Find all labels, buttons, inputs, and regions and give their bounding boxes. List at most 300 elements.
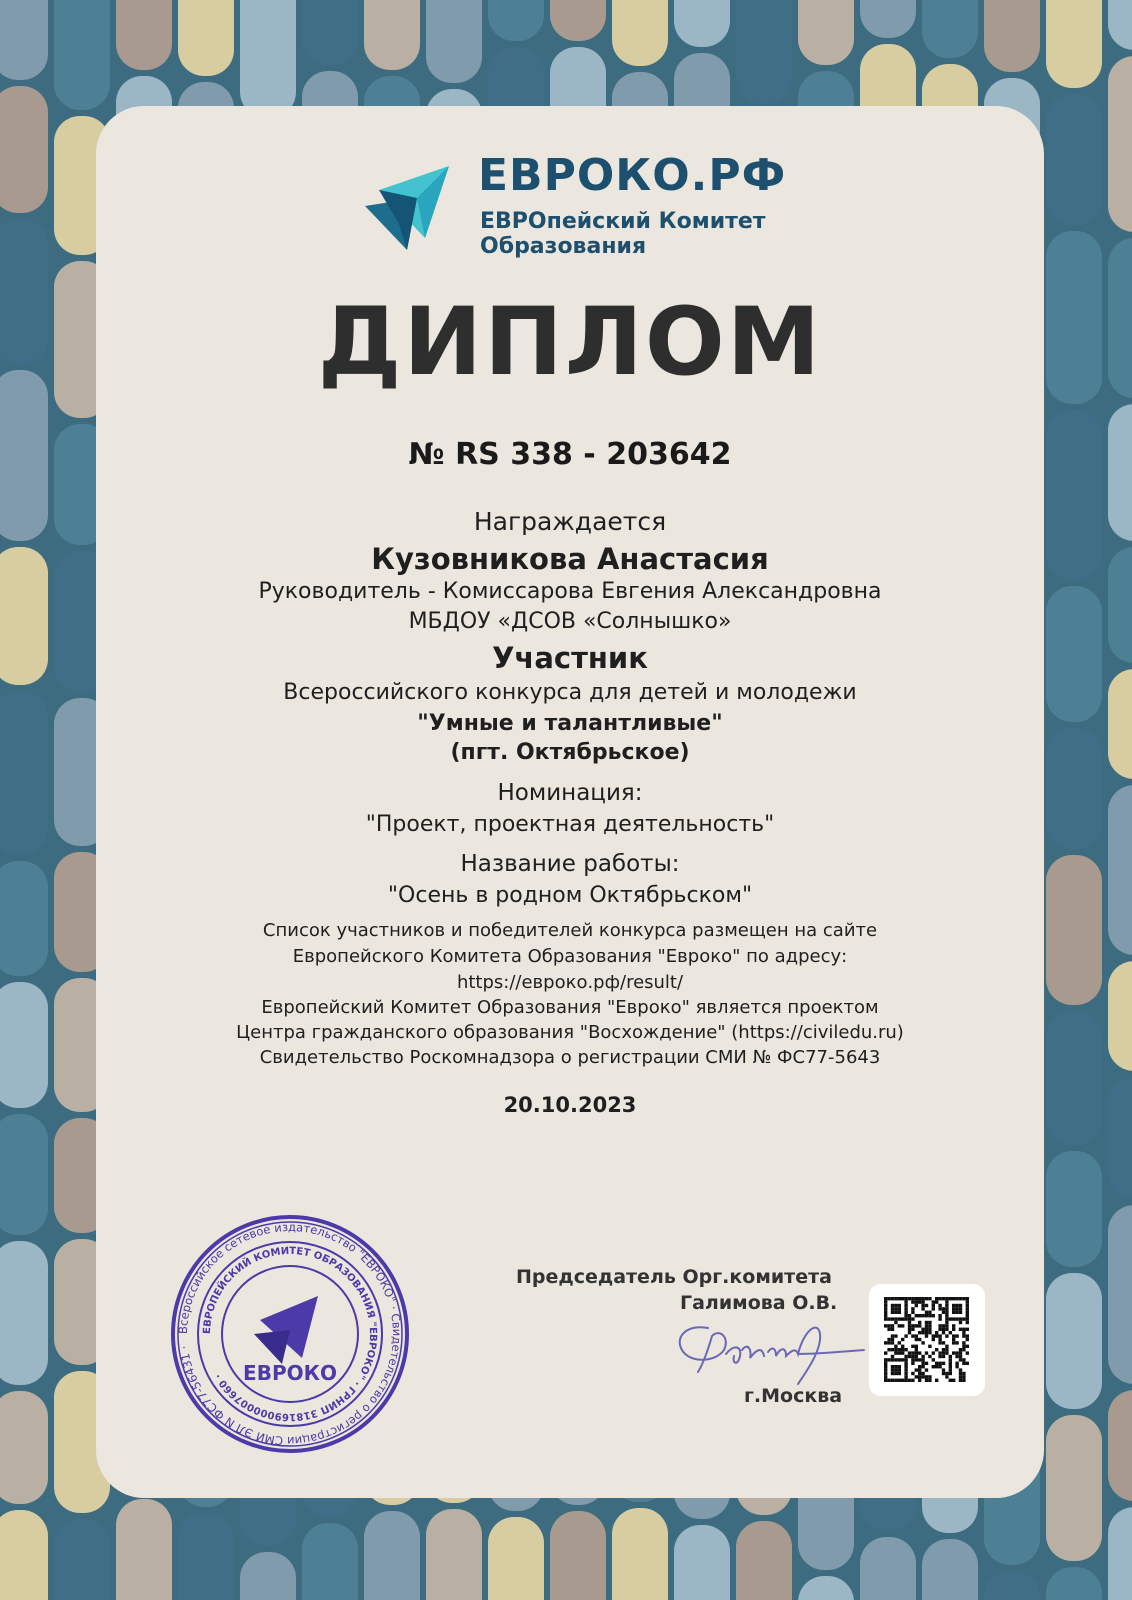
border-stripe bbox=[0, 1114, 48, 1235]
qr-module bbox=[925, 1362, 928, 1365]
qr-module bbox=[945, 1311, 948, 1314]
nomination-value: "Проект, проектная деятельность" bbox=[365, 812, 775, 837]
qr-module bbox=[928, 1379, 931, 1382]
qr-module bbox=[962, 1328, 965, 1331]
qr-module bbox=[966, 1307, 969, 1310]
qr-module bbox=[955, 1362, 958, 1365]
qr-module bbox=[884, 1311, 887, 1314]
qr-module bbox=[911, 1355, 914, 1358]
qr-module bbox=[908, 1379, 911, 1382]
qr-module bbox=[952, 1317, 955, 1320]
qr-module bbox=[891, 1334, 894, 1337]
qr-module bbox=[962, 1358, 965, 1361]
qr-module bbox=[908, 1317, 911, 1320]
qr-module bbox=[938, 1328, 941, 1331]
qr-module bbox=[962, 1297, 965, 1300]
brand-tagline-line2: Образования bbox=[480, 234, 647, 259]
qr-module bbox=[887, 1297, 890, 1300]
qr-module bbox=[942, 1348, 945, 1351]
qr-module bbox=[938, 1304, 941, 1307]
qr-module bbox=[894, 1379, 897, 1382]
qr-module bbox=[959, 1311, 962, 1314]
qr-module bbox=[891, 1348, 894, 1351]
qr-module bbox=[959, 1368, 962, 1371]
qr-module bbox=[966, 1351, 969, 1354]
border-stripe bbox=[0, 86, 48, 213]
qr-module bbox=[952, 1351, 955, 1354]
qr-module bbox=[891, 1304, 894, 1307]
border-stripe bbox=[922, 1539, 978, 1600]
qr-module bbox=[935, 1297, 938, 1300]
qr-module bbox=[932, 1300, 935, 1303]
qr-module bbox=[959, 1348, 962, 1351]
qr-module bbox=[915, 1375, 918, 1378]
qr-module bbox=[938, 1338, 941, 1341]
qr-module bbox=[949, 1317, 952, 1320]
qr-module bbox=[898, 1358, 901, 1361]
qr-module bbox=[959, 1297, 962, 1300]
qr-module bbox=[911, 1372, 914, 1375]
qr-module bbox=[928, 1328, 931, 1331]
qr-module bbox=[915, 1297, 918, 1300]
qr-module bbox=[911, 1297, 914, 1300]
qr-module bbox=[918, 1321, 921, 1324]
chairman-title: Председатель Орг.комитета bbox=[516, 1266, 832, 1288]
qr-module bbox=[928, 1375, 931, 1378]
qr-module bbox=[966, 1321, 969, 1324]
qr-module bbox=[884, 1341, 887, 1344]
qr-module bbox=[904, 1297, 907, 1300]
qr-module bbox=[891, 1355, 894, 1358]
qr-module bbox=[911, 1358, 914, 1361]
qr-module bbox=[898, 1307, 901, 1310]
qr-module bbox=[915, 1304, 918, 1307]
border-stripe bbox=[54, 1519, 110, 1600]
qr-module bbox=[901, 1348, 904, 1351]
qr-module bbox=[918, 1324, 921, 1327]
qr-module bbox=[945, 1351, 948, 1354]
qr-module bbox=[925, 1351, 928, 1354]
qr-module bbox=[959, 1355, 962, 1358]
qr-module bbox=[911, 1379, 914, 1382]
border-stripe bbox=[1046, 231, 1102, 404]
border-stripe bbox=[1108, 1077, 1132, 1199]
qr-module bbox=[915, 1338, 918, 1341]
qr-module bbox=[915, 1358, 918, 1361]
qr-module bbox=[959, 1328, 962, 1331]
qr-module bbox=[911, 1345, 914, 1348]
qr-module bbox=[904, 1365, 907, 1368]
qr-module bbox=[949, 1368, 952, 1371]
qr-module bbox=[884, 1362, 887, 1365]
paper-plane-logo-icon bbox=[365, 164, 457, 254]
qr-module bbox=[921, 1365, 924, 1368]
info-line: Европейского Комитета Образования "Евроко" по адресу: bbox=[292, 946, 848, 967]
qr-module bbox=[891, 1372, 894, 1375]
border-stripe bbox=[984, 0, 1040, 72]
qr-module bbox=[901, 1379, 904, 1382]
qr-module bbox=[925, 1321, 928, 1324]
qr-module bbox=[884, 1314, 887, 1317]
border-stripe bbox=[54, 0, 110, 110]
qr-module bbox=[945, 1300, 948, 1303]
qr-module bbox=[925, 1375, 928, 1378]
qr-module bbox=[891, 1317, 894, 1320]
diploma-number: № RS 338 - 203642 bbox=[408, 437, 732, 472]
qr-module bbox=[962, 1341, 965, 1344]
qr-module bbox=[949, 1379, 952, 1382]
qr-module bbox=[952, 1341, 955, 1344]
qr-module bbox=[894, 1334, 897, 1337]
qr-module bbox=[884, 1297, 887, 1300]
qr-module bbox=[915, 1334, 918, 1337]
qr-module bbox=[891, 1324, 894, 1327]
qr-module bbox=[945, 1345, 948, 1348]
qr-module bbox=[938, 1307, 941, 1310]
qr-module bbox=[887, 1317, 890, 1320]
qr-module bbox=[898, 1368, 901, 1371]
border-stripe bbox=[798, 0, 854, 65]
border-stripe bbox=[922, 0, 978, 58]
city: г.Москва bbox=[744, 1385, 843, 1407]
qr-module bbox=[959, 1317, 962, 1320]
qr-module bbox=[952, 1334, 955, 1337]
qr-module bbox=[962, 1348, 965, 1351]
border-stripe bbox=[612, 0, 668, 66]
border-stripe bbox=[0, 219, 48, 364]
qr-module bbox=[918, 1297, 921, 1300]
qr-module bbox=[949, 1358, 952, 1361]
qr-module bbox=[887, 1328, 890, 1331]
contest-description: Всероссийского конкурса для детей и молодежи bbox=[283, 680, 857, 705]
qr-module bbox=[962, 1334, 965, 1337]
qr-module bbox=[887, 1341, 890, 1344]
qr-module bbox=[942, 1341, 945, 1344]
qr-module bbox=[921, 1307, 924, 1310]
border-stripe bbox=[178, 0, 234, 76]
qr-module bbox=[884, 1317, 887, 1320]
qr-module bbox=[908, 1297, 911, 1300]
brand-name: ЕВРОКО.РФ bbox=[478, 150, 787, 201]
qr-module bbox=[932, 1314, 935, 1317]
qr-module bbox=[904, 1314, 907, 1317]
qr-module bbox=[945, 1307, 948, 1310]
qr-module bbox=[894, 1317, 897, 1320]
qr-module bbox=[949, 1372, 952, 1375]
qr-module bbox=[952, 1304, 955, 1307]
qr-module bbox=[884, 1379, 887, 1382]
qr-module bbox=[918, 1314, 921, 1317]
border-stripe bbox=[302, 0, 358, 65]
stamp-center-text: ЕВРОКО bbox=[243, 1361, 337, 1385]
qr-module bbox=[959, 1372, 962, 1375]
qr-module bbox=[928, 1321, 931, 1324]
qr-module bbox=[942, 1307, 945, 1310]
qr-module bbox=[887, 1348, 890, 1351]
qr-module bbox=[918, 1331, 921, 1334]
qr-module bbox=[932, 1358, 935, 1361]
qr-module bbox=[894, 1307, 897, 1310]
qr-module bbox=[962, 1317, 965, 1320]
qr-module bbox=[942, 1355, 945, 1358]
qr-module bbox=[901, 1324, 904, 1327]
qr-module bbox=[952, 1311, 955, 1314]
qr-module bbox=[945, 1317, 948, 1320]
qr-module bbox=[959, 1307, 962, 1310]
qr-module bbox=[925, 1328, 928, 1331]
awarded-label: Награждается bbox=[473, 507, 667, 536]
qr-module bbox=[908, 1328, 911, 1331]
qr-module bbox=[904, 1368, 907, 1371]
contest-place: (пгт. Октябрьское) bbox=[450, 740, 690, 765]
qr-module bbox=[925, 1297, 928, 1300]
qr-module bbox=[952, 1328, 955, 1331]
border-stripe bbox=[1046, 855, 1102, 1005]
info-line: Список участников и победителей конкурса размещен на сайте bbox=[262, 920, 878, 941]
qr-module bbox=[891, 1307, 894, 1310]
qr-module bbox=[904, 1317, 907, 1320]
qr-module bbox=[901, 1317, 904, 1320]
qr-module bbox=[887, 1379, 890, 1382]
qr-module bbox=[884, 1375, 887, 1378]
qr-module bbox=[908, 1321, 911, 1324]
border-stripe bbox=[736, 1521, 792, 1600]
qr-module bbox=[904, 1304, 907, 1307]
qr-module bbox=[898, 1379, 901, 1382]
qr-module bbox=[898, 1365, 901, 1368]
qr-module bbox=[901, 1338, 904, 1341]
qr-module bbox=[915, 1314, 918, 1317]
qr-module bbox=[891, 1379, 894, 1382]
qr-module bbox=[891, 1368, 894, 1371]
qr-module bbox=[966, 1317, 969, 1320]
qr-module bbox=[966, 1304, 969, 1307]
info-line: Свидетельство Роскомнадзора о регистрации СМИ № ФС77-5643 bbox=[259, 1047, 881, 1068]
qr-module bbox=[918, 1368, 921, 1371]
qr-module bbox=[898, 1311, 901, 1314]
qr-module bbox=[891, 1311, 894, 1314]
qr-module bbox=[904, 1358, 907, 1361]
qr-module bbox=[928, 1355, 931, 1358]
border-stripe bbox=[178, 1513, 234, 1600]
qr-module bbox=[925, 1311, 928, 1314]
border-stripe bbox=[1108, 669, 1132, 779]
qr-module bbox=[955, 1304, 958, 1307]
qr-module bbox=[938, 1351, 941, 1354]
border-stripe bbox=[240, 0, 296, 118]
qr-module bbox=[945, 1334, 948, 1337]
qr-module bbox=[911, 1300, 914, 1303]
qr-module bbox=[908, 1355, 911, 1358]
qr-module bbox=[915, 1368, 918, 1371]
qr-module bbox=[921, 1355, 924, 1358]
qr-module bbox=[928, 1311, 931, 1314]
qr-module bbox=[901, 1345, 904, 1348]
work-title-value: "Осень в родном Октябрьском" bbox=[387, 883, 753, 908]
qr-module bbox=[915, 1345, 918, 1348]
qr-module bbox=[966, 1362, 969, 1365]
qr-module bbox=[945, 1321, 948, 1324]
qr-module bbox=[887, 1324, 890, 1327]
border-stripe bbox=[674, 1525, 730, 1600]
qr-module bbox=[915, 1351, 918, 1354]
border-stripe bbox=[364, 1511, 420, 1600]
qr-module bbox=[904, 1307, 907, 1310]
qr-module bbox=[949, 1365, 952, 1368]
qr-module bbox=[935, 1331, 938, 1334]
qr-module bbox=[959, 1379, 962, 1382]
qr-module bbox=[921, 1362, 924, 1365]
qr-module bbox=[925, 1331, 928, 1334]
qr-module bbox=[925, 1368, 928, 1371]
qr-module bbox=[884, 1368, 887, 1371]
qr-module bbox=[928, 1345, 931, 1348]
qr-module bbox=[932, 1365, 935, 1368]
qr-module bbox=[894, 1372, 897, 1375]
chairman-name: Галимова О.В. bbox=[680, 1292, 838, 1314]
qr-code-card[interactable] bbox=[869, 1284, 985, 1396]
qr-module bbox=[942, 1311, 945, 1314]
border-stripe bbox=[0, 861, 48, 976]
qr-module bbox=[894, 1368, 897, 1371]
qr-module bbox=[898, 1317, 901, 1320]
qr-module bbox=[921, 1300, 924, 1303]
qr-module bbox=[925, 1304, 928, 1307]
qr-module bbox=[966, 1300, 969, 1303]
qr-module bbox=[915, 1355, 918, 1358]
qr-module bbox=[911, 1328, 914, 1331]
border-stripe bbox=[116, 0, 172, 70]
qr-module bbox=[938, 1297, 941, 1300]
qr-module bbox=[945, 1328, 948, 1331]
qr-module bbox=[894, 1358, 897, 1361]
qr-module bbox=[955, 1355, 958, 1358]
qr-module bbox=[945, 1372, 948, 1375]
qr-module bbox=[938, 1362, 941, 1365]
qr-module bbox=[911, 1351, 914, 1354]
qr-module bbox=[904, 1311, 907, 1314]
qr-module bbox=[911, 1334, 914, 1337]
signature-icon bbox=[668, 1310, 868, 1390]
qr-module bbox=[921, 1375, 924, 1378]
qr-module bbox=[921, 1358, 924, 1361]
border-stripe bbox=[1108, 238, 1132, 398]
qr-module bbox=[884, 1351, 887, 1354]
qr-module bbox=[935, 1365, 938, 1368]
qr-module bbox=[945, 1314, 948, 1317]
qr-module bbox=[955, 1317, 958, 1320]
qr-module bbox=[952, 1379, 955, 1382]
border-stripe bbox=[1108, 1205, 1132, 1384]
border-stripe bbox=[488, 1517, 544, 1600]
border-stripe bbox=[364, 0, 420, 70]
diploma-title: ДИПЛОМ bbox=[317, 288, 823, 397]
qr-module bbox=[898, 1304, 901, 1307]
qr-module bbox=[884, 1365, 887, 1368]
qr-module bbox=[952, 1297, 955, 1300]
qr-module bbox=[908, 1351, 911, 1354]
qr-module bbox=[894, 1345, 897, 1348]
qr-module bbox=[911, 1317, 914, 1320]
results-url[interactable]: https://евроко.рф/result/ bbox=[456, 972, 684, 993]
participant-role: Участник bbox=[492, 641, 648, 675]
border-stripe bbox=[736, 0, 792, 104]
qr-module bbox=[959, 1375, 962, 1378]
border-stripe bbox=[1046, 1415, 1102, 1561]
qr-module bbox=[966, 1297, 969, 1300]
border-stripe bbox=[0, 1510, 48, 1600]
qr-module bbox=[904, 1375, 907, 1378]
qr-module bbox=[925, 1314, 928, 1317]
border-stripe bbox=[0, 370, 48, 541]
qr-module bbox=[966, 1334, 969, 1337]
qr-module bbox=[952, 1338, 955, 1341]
qr-module bbox=[928, 1324, 931, 1327]
qr-module bbox=[911, 1311, 914, 1314]
qr-module bbox=[942, 1324, 945, 1327]
qr-module bbox=[894, 1351, 897, 1354]
qr-module bbox=[959, 1304, 962, 1307]
qr-module bbox=[898, 1348, 901, 1351]
qr-module bbox=[921, 1297, 924, 1300]
qr-module bbox=[904, 1355, 907, 1358]
border-stripe bbox=[0, 1241, 48, 1385]
qr-module bbox=[898, 1324, 901, 1327]
border-stripe bbox=[426, 0, 482, 83]
qr-module bbox=[894, 1365, 897, 1368]
border-stripe bbox=[860, 1537, 916, 1600]
qr-module bbox=[901, 1358, 904, 1361]
recipient-name: Кузовникова Анастасия bbox=[371, 542, 769, 576]
border-stripe bbox=[550, 1511, 606, 1600]
qr-module bbox=[959, 1321, 962, 1324]
qr-module bbox=[911, 1307, 914, 1310]
qr-module bbox=[891, 1338, 894, 1341]
qr-module bbox=[955, 1311, 958, 1314]
qr-module bbox=[904, 1300, 907, 1303]
border-stripe bbox=[240, 1552, 296, 1600]
qr-module bbox=[884, 1300, 887, 1303]
qr-module bbox=[962, 1362, 965, 1365]
qr-module bbox=[935, 1362, 938, 1365]
border-stripe bbox=[1108, 1507, 1132, 1600]
qr-module bbox=[942, 1297, 945, 1300]
qr-module bbox=[918, 1375, 921, 1378]
institution-line: МБДОУ «ДСОВ «Солнышко» bbox=[408, 609, 732, 634]
border-stripe bbox=[1108, 547, 1132, 663]
qr-module bbox=[962, 1379, 965, 1382]
qr-module bbox=[955, 1365, 958, 1368]
border-stripe bbox=[1108, 1390, 1132, 1501]
qr-module bbox=[942, 1368, 945, 1371]
qr-module bbox=[898, 1341, 901, 1344]
border-stripe bbox=[1046, 0, 1102, 88]
border-stripe bbox=[0, 982, 48, 1108]
qr-module bbox=[915, 1348, 918, 1351]
contest-name: "Умные и талантливые" bbox=[417, 711, 723, 736]
qr-module bbox=[921, 1304, 924, 1307]
qr-module bbox=[884, 1324, 887, 1327]
border-stripe bbox=[1108, 56, 1132, 232]
qr-module bbox=[966, 1328, 969, 1331]
qr-module bbox=[959, 1351, 962, 1354]
qr-module bbox=[911, 1324, 914, 1327]
qr-module bbox=[887, 1358, 890, 1361]
qr-module bbox=[955, 1307, 958, 1310]
border-stripe bbox=[0, 0, 48, 80]
border-stripe bbox=[426, 1509, 482, 1600]
qr-module bbox=[955, 1297, 958, 1300]
